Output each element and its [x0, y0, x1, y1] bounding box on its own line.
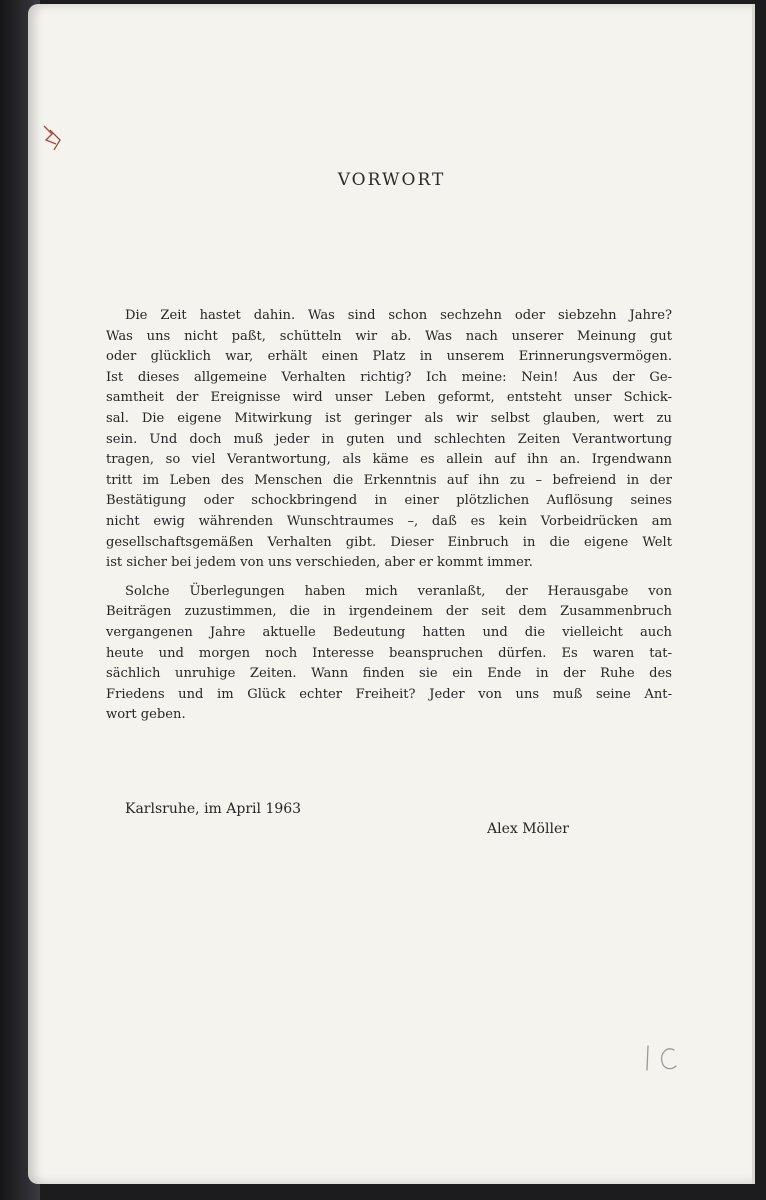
text-line: vergangenen Jahre aktuelle Bedeutung hatten und die vielleicht auch: [106, 624, 672, 640]
text-line: ist sicher bei jedem von uns verschieden, aber er kommt immer.: [106, 555, 533, 571]
text-line: gesellschaftsgemäßen Verhalten gibt. Dieser Einbruch in die eigene Welt: [106, 534, 672, 550]
text-line: sächlich unruhige Zeiten. Wann finden sie ein Ende in der Ruhe des: [106, 666, 672, 682]
text-line: Solche Überlegungen haben mich veranlaßt, der Herausgabe von: [125, 583, 672, 599]
text-line: Was uns nicht paßt, schütteln wir ab. Was nach unserer Meinung gut: [106, 328, 672, 344]
text-line: Die Zeit hastet dahin. Was sind schon sechzehn oder siebzehn Jahre?: [125, 308, 672, 323]
text-line: Friedens und im Glück echter Freiheit? Jeder von uns muß seine Ant-: [106, 686, 672, 702]
foreword-text: [106, 306, 672, 726]
text-line: oder glücklich war, erhält einen Platz in unserem Erinnerungsvermögen.: [106, 349, 672, 365]
pencil-note: [640, 1040, 682, 1076]
red-thread-mark-icon: [42, 120, 66, 160]
text-line: tragen, so viel Verantwortung, als käme es allein auf ihn an. Irgendwann: [106, 452, 672, 468]
text-line: tritt im Leben des Menschen die Erkenntnis auf ihn zu – befreiend in der: [106, 472, 672, 488]
text-line: wort geben.: [106, 707, 186, 723]
paragraph-2: [106, 582, 672, 726]
book-page: [28, 4, 755, 1184]
page-title: VORWORT: [337, 170, 446, 190]
text-line: heute und morgen noch Interesse beanspruchen dürfen. Es waren tat-: [106, 645, 672, 661]
text-line: sal. Die eigene Mitwirkung ist geringer als wir selbst glauben, wert zu: [106, 410, 672, 426]
text-line: samtheit der Ereignisse wird unser Leben geformt, entsteht unser Schick-: [106, 390, 672, 406]
text-line: Ist dieses allgemeine Verhalten richtig? Ich meine: Nein! Aus der Ge-: [106, 369, 672, 385]
author-name: Alex Möller: [487, 821, 569, 837]
text-line: sein. Und doch muß jeder in guten und schlechten Zeiten Verantwortung: [106, 431, 672, 447]
text-line: Beiträgen zuzustimmen, die in irgendeinem der seit dem Zusammenbruch: [106, 604, 672, 620]
text-line: Bestätigung oder schockbringend in einer plötzlichen Auflösung seines: [106, 493, 672, 509]
text-line: nicht ewig währenden Wunschtraumes –, daß es kein Vorbeidrücken am: [106, 513, 672, 529]
place-date: Karlsruhe, im April 1963: [125, 801, 302, 817]
paragraph-1: [106, 306, 672, 574]
